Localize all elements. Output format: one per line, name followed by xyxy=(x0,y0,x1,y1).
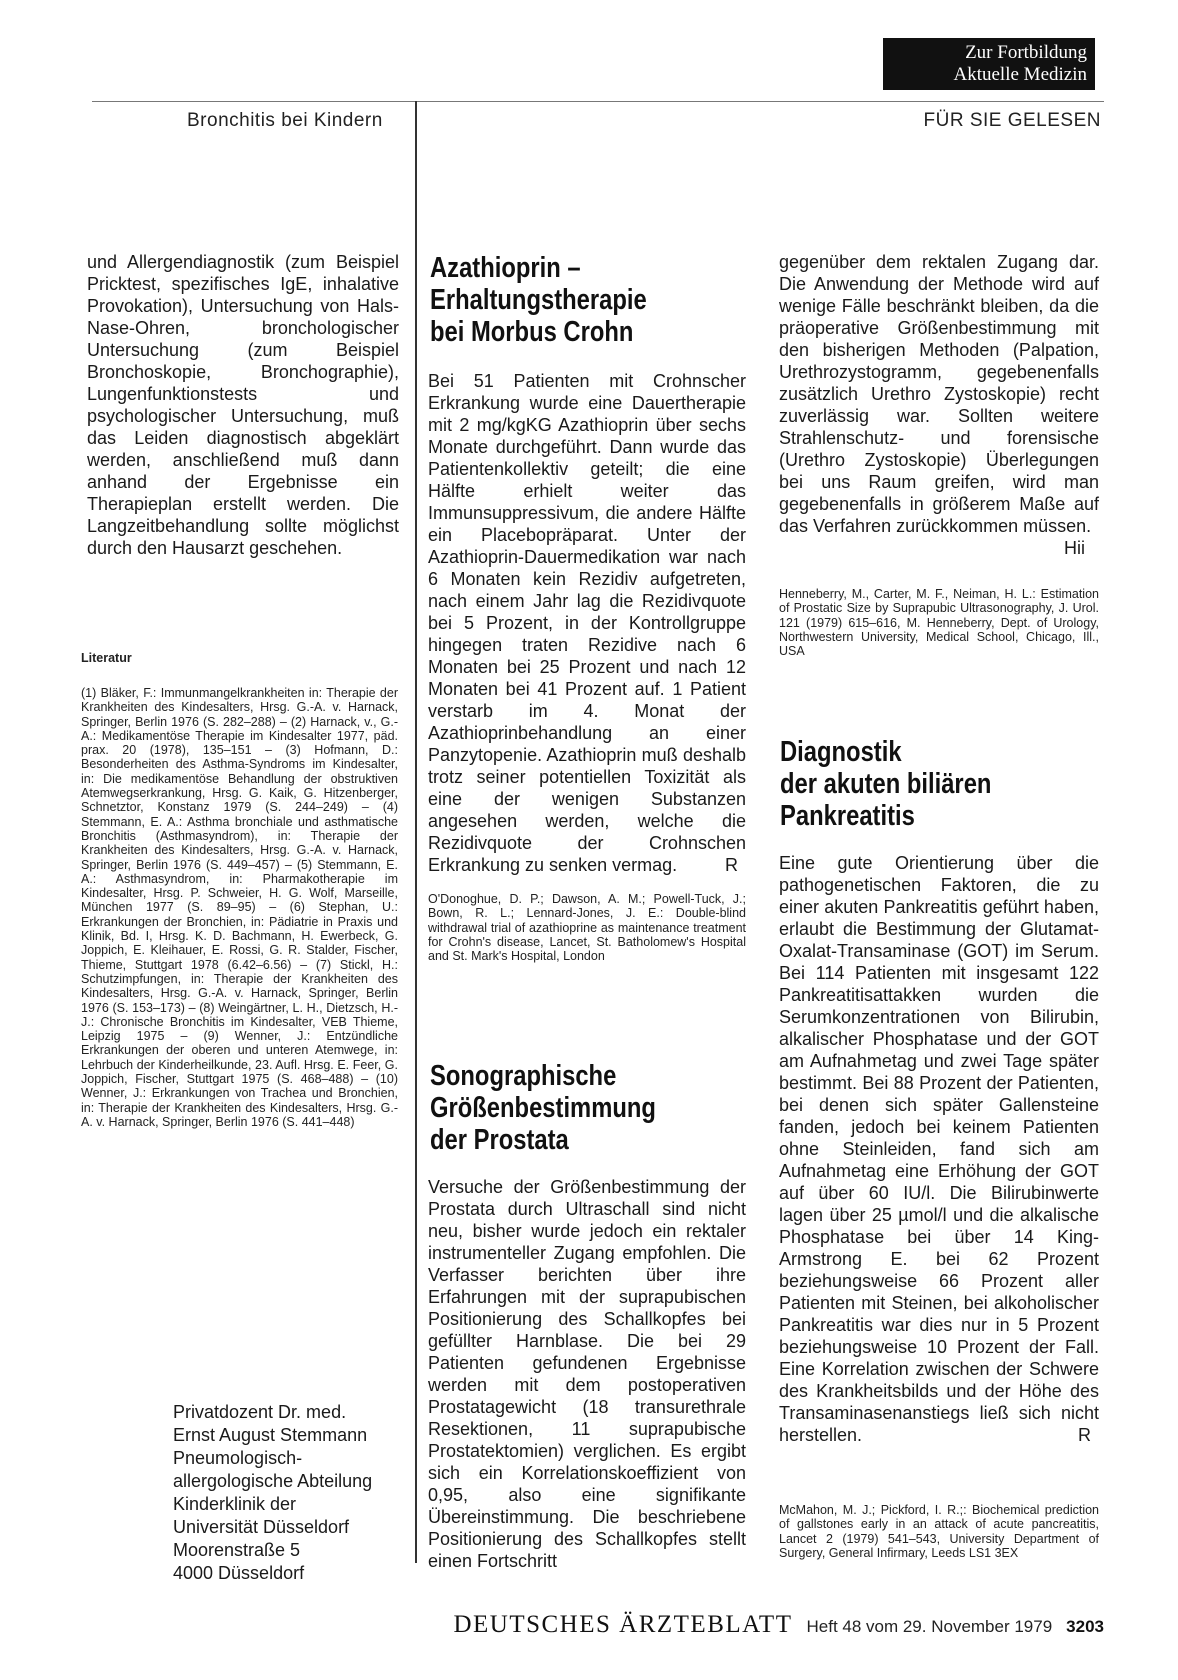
author-address xyxy=(173,1401,372,1585)
reference-text: Henneberry, M., Carter, M. F., Neiman, H. L.: Estimation of Prostatic Size by Suprapubic Ultrasonography, J. Urol. 121 (1979) 615–616, M. Henneberry, Dept. of Urology, Northwestern University, Medical School, Chicago, Ill., USA xyxy=(779,587,1099,659)
author-line: 4000 Düsseldorf xyxy=(173,1563,305,1583)
author-line: Ernst August Stemmann xyxy=(173,1425,368,1445)
continuation-paragraph: und Allergendiagnostik (zum Beispiel Pricktest, spezifisches IgE, inhalative Provokation), Untersuchung von Hals-Nase-Ohren, bronchologischer Untersuchung (zum Beispiel Bronchoskopie, Bronchographie), Lungenfunktionstests und psychologischer Untersuchung, muß das Leiden diagnostisch abgeklärt werden, anschließend muß dann anhand der Ergebnisse ein Therapieplan erstellt werden. Die Langzeitbehandlung sollte möglichst durch den Hausarzt geschehen. xyxy=(87,252,399,558)
author-sign: Hii xyxy=(1064,538,1085,558)
issue-info: Heft 48 vom 29. November 1979 xyxy=(806,1617,1053,1636)
article-heading-pankreatitis xyxy=(780,736,1110,832)
author-line: Pneumologisch- xyxy=(173,1448,303,1468)
section-badge xyxy=(883,38,1095,90)
reference-pankreatitis xyxy=(779,1503,1099,1560)
heading-line: Größenbestimmung xyxy=(430,1092,656,1124)
article-text: gegenüber dem rektalen Zugang dar. Die Anwendung der Methode wird auf wenige Fälle beschränkt bleiben, da die präoperative Größenbestimmung mit den bisherigen Methoden (Palpation, Urethrozystogramm, gegebenenfalls zusätzlich Urethro Zystoskopie) recht zuverlässig war. Sollten weitere Strahlenschutz- und forensische (Urethro Zystoskopie) Überlegungen bei uns Raum greifen, wird man gegebenenfalls in größerem Maße auf das Verfahren zurückkommen müssen. xyxy=(779,252,1099,536)
author-line: Privatdozent Dr. med. xyxy=(173,1402,347,1422)
article-text: Eine gute Orientierung über die pathogenetischen Faktoren, die zu einer akuten Pankreatitis geführt haben, erlaubt die Bestimmung der Glutamat-Oxalat-Transaminase (GOT) im Serum. Bei 114 Patienten mit insgesamt 122 Pankreatitisattakken wurden die Serumkonzentrationen von Bilirubin, alkalischer Phosphatase und der GOT am Aufnahmetag und zwei Tage später bestimmt. Bei 88 Prozent der Patienten, bei denen sich später Gallensteine fanden, jedoch bei keinem Patienten ohne Steinleiden, fand sich am Aufnahmetag eine Erhöhung der GOT auf über 60 IU/l. Die Bilirubinwerte lagen über 25 µmol/l und die alkalische Phosphatase bei über 14 King-Armstrong E. bei 62 Prozent beziehungsweise 66 Prozent aller Patienten mit Steinen, bei alkoholischer Pankreatitis war dies nur in 5 Prozent beziehungsweise 10 Prozent der Fall. Eine Korrelation zwischen der Schwere des Krankheitsbilds und der Höhe des Transaminasenanstiegs ließ sich nicht herstellen. xyxy=(779,853,1099,1445)
page-footer xyxy=(414,1611,1104,1639)
badge-line-1: Zur Fortbildung xyxy=(965,42,1087,63)
reference-sonographie xyxy=(779,587,1099,658)
page-number: 3203 xyxy=(1066,1617,1104,1636)
literature-list xyxy=(81,686,398,1129)
article-body-pankreatitis xyxy=(779,852,1099,1446)
article-heading-azathioprin xyxy=(430,252,760,348)
author-line: allergologische Abteilung xyxy=(173,1471,373,1491)
heading-line: Sonographische xyxy=(430,1060,617,1092)
article-body-azathioprin xyxy=(428,370,746,876)
column-divider xyxy=(415,101,417,1563)
heading-line: Pankreatitis xyxy=(780,800,915,832)
journal-name: DEUTSCHES ÄRZTEBLATT xyxy=(453,1611,793,1638)
continuation-text-bronchitis xyxy=(87,251,399,559)
article-continuation-sonographie xyxy=(779,251,1099,559)
article-text: Versuche der Größenbestimmung der Prostata durch Ultraschall sind nicht neu, bisher wurde jedoch ein rektaler instrumenteller Zugang empfohlen. Die Verfasser berichten über ihre Erfahrungen mit der suprapubischen Positionierung des Schallkopfes bei gefüllter Harnblase. Die bei 29 Patienten gefundenen Ergebnisse werden mit dem postoperativen Prostatagewicht (18 transurethrale Resektionen, 11 suprapubische Prostatektomien) verglichen. Es ergibt sich ein Korrelationskoeffizient von 0,95, also eine signifikante Übereinstimmung. Die beschriebene Positionierung des Schallkopfes stellt einen Fortschritt xyxy=(428,1177,746,1571)
literature-text: (1) Bläker, F.: Immunmangelkrankheiten in: Therapie der Krankheiten des Kindesalters, Hrsg. G.-A. v. Harnack, Springer, Berlin 1976 (S. 282–288) – (2) Harnack, v., G.-A.: Medikamentöse Therapie im Kindesalter 1977, päd. prax. 20 (1978), 135–151 – (3) Hofmann, D.: Besonderheiten des Asthma-Syndroms im Kindesalter, in: Die medikamentöse Behandlung der obstruktiven Atemwegserkrankung, Hrsg. G. Kaik, G. Hitzenberger, Schnetztor, Konstanz 1979 (S. 244–249) – (4) Stemmann, E. A.: Asthma bronchiale und asthmatische Bronchitis (Asthmasyndrom), in: Therapie der Krankheiten des Kindesalters, Hrsg. G.-A. v. Harnack, Springer, Berlin 1976 (S. 449–457) – (5) Stemmann, E. A.: Asthmasyndrom, in: Pharmakotherapie im Kindesalter, Hrsg. P. Schweier, H. G. Wolf, Marseille, München 1977 (S. 89–95) – (6) Stephan, U.: Erkrankungen der Bronchien, in: Pädiatrie in Praxis und Klinik, Bd. I, Hrsg. K. D. Bachmann, H. Ewerbeck, G. Joppich, E. Kleihauer, E. Rossi, G. R. Stalder, Fischer, Thieme, Stuttgart 1978 (6.42–6.56) – (7) Stickl, H.: Schutzimpfungen, in: Therapie der Krankheiten des Kindesalters, Hrsg. G.-A. v. Harnack, Springer, Berlin 1976 (S. 153–173) – (8) Weingärtner, L. H., Dietzsch, H.-J.: Chronische Bronchitis im Kindesalter, VEB Thieme, Leipzig 1975 – (9) Wenner, J.: Entzündliche Erkrankungen der oberen und unteren Atemwege, in: Lehrbuch der Kinderheilkunde, 23. Aufl. Hrsg. E. Feer, G. Joppich, Fischer, Stuttgart 1975 (S. 468–488) – (10) Wenner, J.: Erkrankungen von Trachea und Bronchien, in: Therapie der Krankheiten des Kindesalters, Hrsg. G.-A. v. Harnack, Springer, Berlin 1976 (S. 441–448) xyxy=(81,686,398,1129)
reference-azathioprin xyxy=(428,892,746,963)
reference-text: O'Donoghue, D. P.; Dawson, A. M.; Powell-Tuck, J.; Bown, R. L.; Lennard-Jones, J. E.: Double-blind withdrawal trial of azathioprine as maintenance treatment for Crohn's disease, Lancet, St. Batholomew's Hospital and St. Mark's Hospital, London xyxy=(428,892,746,964)
heading-line: der Prostata xyxy=(430,1124,569,1156)
author-line: Universität Düsseldorf xyxy=(173,1517,350,1537)
heading-line: Diagnostik xyxy=(780,736,902,768)
article-heading-sonographie xyxy=(430,1060,760,1156)
article-body-sonographie xyxy=(428,1176,746,1572)
heading-line: bei Morbus Crohn xyxy=(430,316,634,348)
author-sign: R xyxy=(725,855,738,875)
literature-heading: Literatur xyxy=(81,651,132,665)
author-line: Moorenstraße 5 xyxy=(173,1540,301,1560)
running-head-right: FÜR SIE GELESEN xyxy=(923,110,1101,131)
running-head-left: Bronchitis bei Kindern xyxy=(187,110,383,131)
reference-text: McMahon, M. J.; Pickford, I. R.;: Biochemical prediction of gallstones early in an attack of acute pancreatitis, Lancet 2 (1979) 541–543, University Department of Surgery, General Infirmary, Leeds LS1 3EX xyxy=(779,1503,1099,1560)
badge-line-2: Aktuelle Medizin xyxy=(953,64,1087,85)
author-sign: R xyxy=(1078,1425,1091,1445)
article-text: Bei 51 Patienten mit Crohnscher Erkrankung wurde eine Dauertherapie mit 2 mg/kgKG Azathioprin über sechs Monate durchgeführt. Dann wurde das Patientenkollektiv geteilt; die eine Hälfte erhielt weiter das Immunsuppressivum, die andere Hälfte ein Placebopräparat. Unter der Azathioprin-Dauermedikation war nach 6 Monaten kein Rezidiv aufgetreten, nach einem Jahr lag die Rezidivquote bei 5 Prozent, in der Kontrollgruppe hingegen traten Rezidive nach 6 Monaten bei 25 Prozent und nach 12 Monaten bei 41 Prozent auf. 1 Patient verstarb im 4. Monat der Azathioprinbehandlung an einer Panzytopenie. Azathioprin muß deshalb trotz seiner potentiellen Toxizität als eine der wenigen Substanzen angesehen werden, welche die Rezidivquote der Crohnschen Erkrankung zu senken vermag. xyxy=(428,371,746,875)
heading-line: der akuten biliären xyxy=(780,768,992,800)
heading-line: Azathioprin – xyxy=(430,252,581,284)
header-rule xyxy=(92,101,1104,102)
heading-line: Erhaltungstherapie xyxy=(430,284,647,316)
author-line: Kinderklinik der xyxy=(173,1494,297,1514)
